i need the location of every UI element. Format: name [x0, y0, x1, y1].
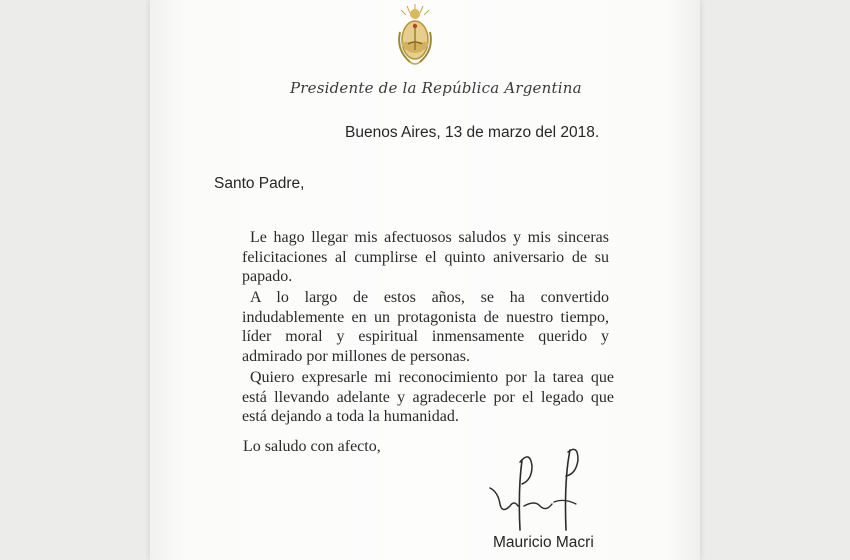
paragraph-1: Le hago llegar mis afectuosos saludos y mis sinceras felicitaciones al cumplirse el quinto aniversario de su papado.: [242, 229, 609, 285]
signatory-name: Mauricio Macri: [493, 534, 594, 551]
letter-date: Buenos Aires, 13 de marzo del 2018.: [345, 124, 600, 141]
salutation: Santo Padre,: [214, 175, 305, 192]
handwritten-signature: [480, 440, 590, 540]
closing-line: Lo saludo con afecto,: [243, 438, 381, 455]
paragraph-3: Quiero expresarle mi reconocimiento por la tarea que está llevando adelante y agradecerle por el legado que está dejando a toda la humanidad.: [242, 369, 614, 425]
letterhead-title: Presidente de la República Argentina: [290, 79, 582, 97]
national-coat-of-arms-icon: [390, 2, 440, 72]
paragraph-2: A lo largo de estos años, se ha convertido indudablemente en un protagonista de nuestro tiempo, líder moral y espiritual inmensamente querido y admirado por millones de personas.: [242, 289, 609, 365]
